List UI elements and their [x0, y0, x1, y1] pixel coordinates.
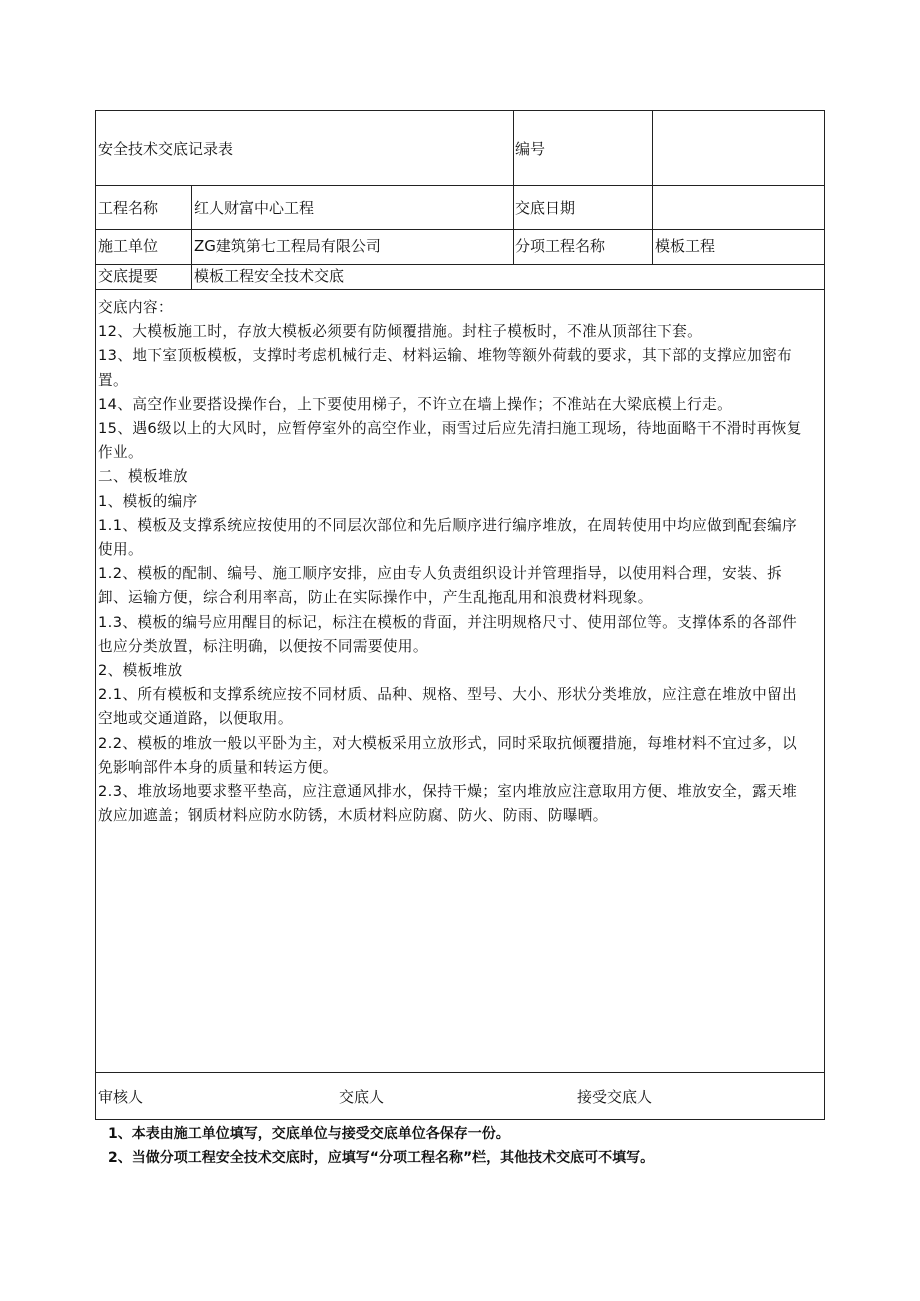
content-line: 作业。 [98, 444, 143, 462]
form-title: 安全技术交底记录表 [98, 140, 234, 158]
content-line: 放应加遮盖；钢质材料应防水防锈，木质材料应防腐、防火、防雨、防曝晒。 [98, 807, 608, 825]
row-divider [96, 1072, 824, 1073]
form-notes [108, 1122, 654, 1170]
safety-disclosure-form [95, 110, 825, 1120]
row-divider [96, 185, 824, 186]
content-line: 卸、运输方便，综合利用率高，防止在实际操作中，产生乱拖乱用和浪费材料现象。 [98, 589, 653, 607]
reviewer-label: 审核人 [98, 1088, 144, 1106]
content-line: 2.1、所有模板和支撑系统应按不同材质、品种、规格、型号、大小、形状分类堆放，应注意在堆放中留出 [98, 686, 798, 704]
subproject-value: 模板工程 [655, 237, 716, 255]
content-line: 15、遇6级以上的大风时，应暂停室外的高空作业，雨雪过后应先清扫施工现场，待地面略干不滑时再恢复 [98, 420, 802, 438]
content-line: 1.3、模板的编号应用醒目的标记，标注在模板的背面，并注明规格尺寸、使用部位等。支撑体系的各部件 [98, 613, 798, 631]
row-divider [96, 264, 824, 265]
content-line: 也应分类放置，标注明确，以便按不同需要使用。 [98, 637, 428, 655]
content-line: 交底内容： [98, 299, 173, 316]
project-name-label: 工程名称 [98, 199, 159, 217]
content-line: 1、模板的编序 [98, 492, 198, 510]
content-line: 13、地下室顶板模板，支撑时考虑机械行走、材料运输、堆物等额外荷载的要求，其下部的支撑应加密布 [98, 347, 793, 365]
row-divider [96, 289, 824, 290]
content-line: 1.1、模板及支撑系统应按使用的不同层次部位和先后顺序进行编序堆放，在周转使用中均应做到配套编序 [98, 516, 798, 534]
disclosure-content [98, 296, 824, 828]
note-1: 1、本表由施工单位填写，交底单位与接受交底单位各保存一份。 [108, 1126, 510, 1142]
contractor-label: 施工单位 [98, 237, 159, 255]
contractor-value: ZG建筑第七工程局有限公司 [194, 237, 381, 255]
content-line: 2.2、模板的堆放一般以平卧为主，对大模板采用立放形式，同时采取抗倾覆措施，每堆材料不宜过多，以 [98, 734, 798, 752]
column-divider [191, 185, 192, 289]
summary-value: 模板工程安全技术交底 [194, 267, 345, 285]
content-line: 使用。 [98, 541, 143, 559]
date-label: 交底日期 [515, 199, 576, 217]
summary-label: 交底提要 [98, 267, 159, 285]
subproject-label: 分项工程名称 [515, 237, 606, 255]
project-name-value: 红人财富中心工程 [194, 199, 315, 217]
column-divider [652, 111, 653, 264]
number-label: 编号 [515, 140, 546, 158]
content-line: 12、大模板施工时，存放大模板必须要有防倾覆措施。封柱子模板时，不准从顶部往下套。 [98, 323, 703, 341]
row-divider [96, 229, 824, 230]
content-line: 二、模板堆放 [98, 468, 188, 486]
content-line: 空地或交通道路，以便取用。 [98, 710, 293, 728]
content-line: 免影响部件本身的质量和转运方便。 [98, 758, 338, 776]
content-line: 1.2、模板的配制、编号、施工顺序安排，应由专人负责组织设计并管理指导，以使用料合理，安装、拆 [98, 565, 783, 583]
content-line: 置。 [98, 371, 128, 389]
receiver-label: 接受交底人 [577, 1088, 653, 1106]
column-divider [513, 111, 514, 264]
content-line: 14、高空作业要搭设操作台，上下要使用梯子，不许立在墙上操作；不准站在大梁底模上行走。 [98, 395, 733, 413]
content-line: 2.3、堆放场地要求整平垫高，应注意通风排水，保持干燥；室内堆放应注意取用方便、堆放安全，露天堆 [98, 783, 798, 801]
discloser-label: 交底人 [339, 1088, 385, 1106]
content-line: 2、模板堆放 [98, 662, 183, 680]
note-2: 2、当做分项工程安全技术交底时，应填写“分项工程名称”栏，其他技术交底可不填写。 [108, 1150, 655, 1166]
